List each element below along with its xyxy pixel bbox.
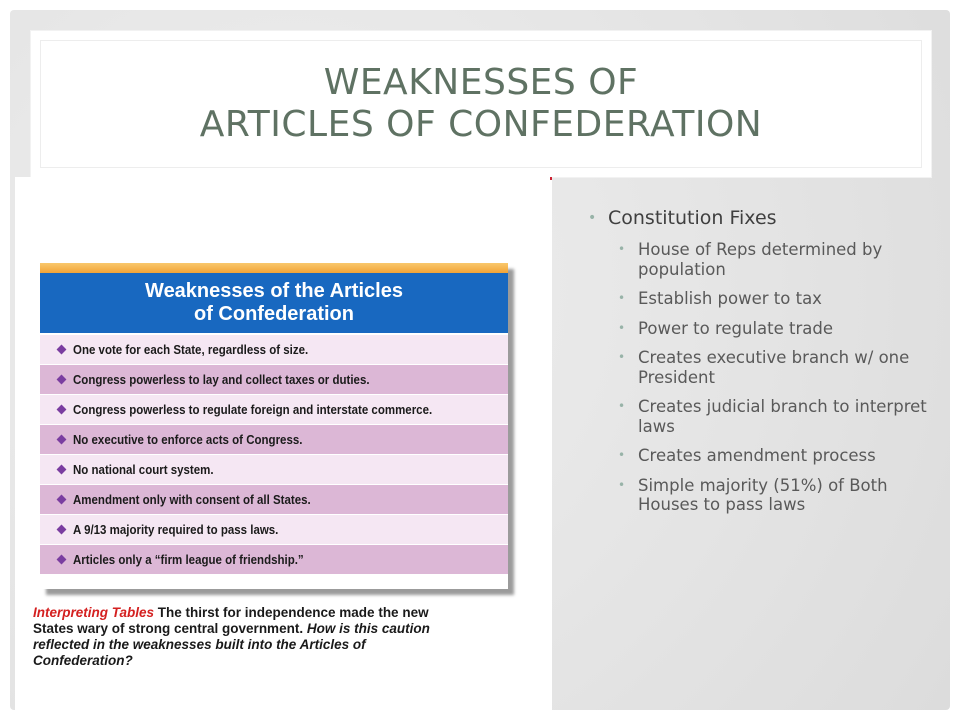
diamond-bullet-icon [57,465,67,475]
list-item-text: Power to regulate trade [638,318,833,338]
slide-title-line-2: ARTICLES OF CONFEDERATION [199,104,763,145]
table-row-text: Congress powerless to regulate foreign and interstate commerce. [73,402,433,417]
bullet-dot-icon: • [618,350,626,364]
table-row [40,335,508,365]
diamond-bullet-icon [57,525,67,535]
bullet-dot-icon: • [588,210,597,226]
table-row-text: No executive to enforce acts of Congress. [73,432,303,447]
diamond-bullet-icon [57,495,67,505]
caption-question: How is this caution reflected in the weaknesses built into the Articles of Confederation? [33,621,430,668]
list-item [618,240,933,279]
table-top-stripe [40,263,508,273]
table-row [40,425,508,455]
diamond-bullet-icon [57,345,67,355]
bullet-dot-icon: • [618,291,626,305]
list-item-text: Creates executive branch w/ one President [638,348,910,387]
table-row-text: No national court system. [73,462,214,477]
slide [10,10,950,710]
bullet-dot-icon: • [618,477,626,492]
list-item-text: Simple majority (51%) of Both Houses to pass laws [638,475,888,514]
caption-label: Interpreting Tables [33,605,155,620]
table-row-text: Articles only a “firm league of friendship.” [73,552,304,567]
table-rows [40,333,508,575]
table-row-text: Amendment only with consent of all States. [73,492,311,507]
diamond-bullet-icon [57,405,67,415]
bullet-dot-icon: • [618,320,626,335]
table-row-text: A 9/13 majority required to pass laws. [73,522,279,537]
list-item [618,289,933,309]
bullet-content [588,206,933,525]
table-title-line-1: Weaknesses of the Articles [145,280,403,302]
list-item [618,319,933,339]
list-item [618,397,933,436]
diamond-bullet-icon [57,375,67,385]
bullet-heading [588,206,933,230]
list-item-text: Establish power to tax [638,289,822,308]
title-frame [40,40,922,168]
list-item [618,476,933,515]
table-row [40,365,508,395]
list-item-text: House of Reps determined by population [638,240,883,279]
title-box [30,30,932,178]
bullet-dot-icon: • [618,399,626,413]
caption-text: The thirst for independence made the new States wary of strong central government. [33,605,429,636]
table-title-line-2: of Confederation [194,303,354,325]
table-header [40,273,508,333]
diamond-bullet-icon [57,555,67,565]
list-item-text: Creates judicial branch to interpret laws [638,397,927,436]
image-edge-mark [550,177,552,180]
textbook-table-image [15,177,552,710]
table-row-text: Congress powerless to lay and collect taxes or duties. [73,372,370,387]
table-row [40,395,508,425]
table-row-text: One vote for each State, regardless of size. [73,342,309,357]
table-row [40,485,508,515]
table-row [40,515,508,545]
table-row [40,545,508,575]
diamond-bullet-icon [57,435,67,445]
slide-title-line-1: WEAKNESSES OF [323,62,639,103]
list-item-text: Creates amendment process [638,446,876,465]
list-item [618,446,933,466]
bullet-heading-text: Constitution Fixes [608,207,777,229]
list-item [618,348,933,387]
bullet-dot-icon: • [618,242,626,256]
weaknesses-table [40,263,508,589]
bullet-dot-icon: • [618,448,626,462]
table-caption [33,605,443,669]
table-row [40,455,508,485]
fixes-list [588,240,933,515]
